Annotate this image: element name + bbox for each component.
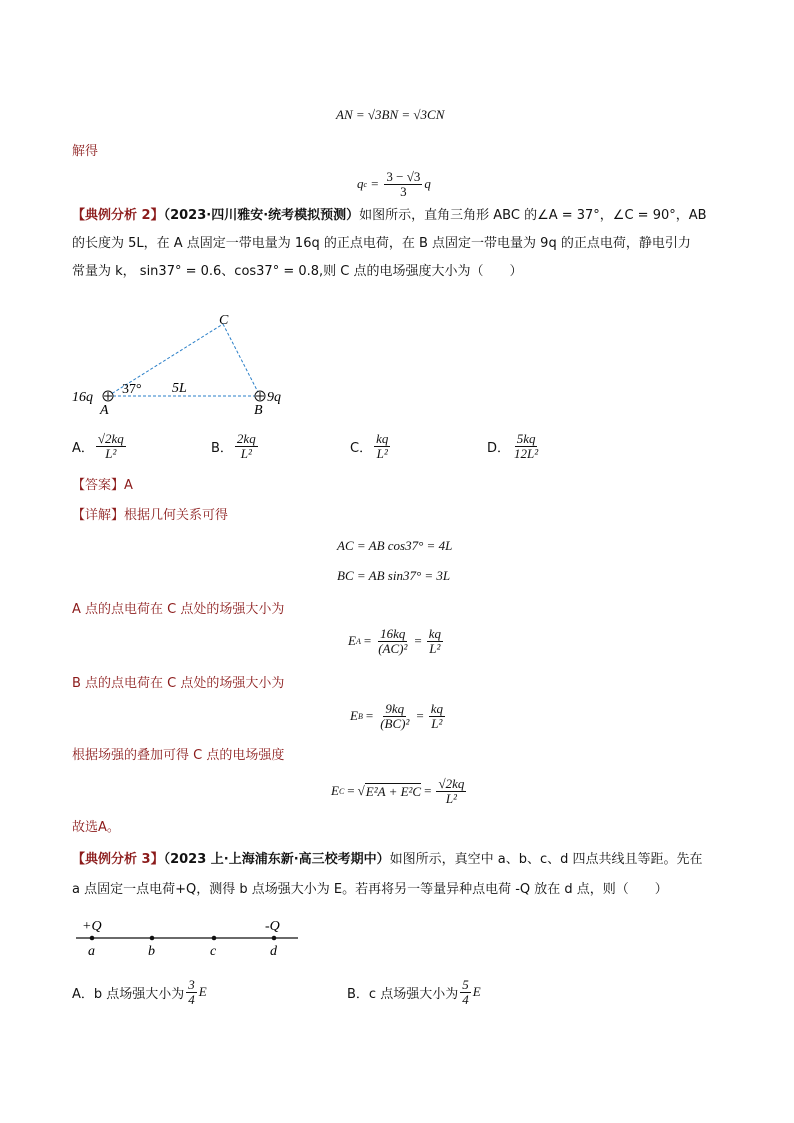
- side-bc: [223, 324, 260, 396]
- plus-q-label: +Q: [82, 919, 102, 934]
- example2-line3: 常量为 k， sin37° = 0.6、cos37° = 0.8,则 C 点的电场强度大小为（ ）: [72, 264, 523, 279]
- point-b-label: b: [148, 944, 155, 959]
- option-a[interactable]: A． $\frac{√2kq}{\text{L²}}$: [72, 431, 124, 461]
- label-a: A: [100, 403, 109, 418]
- example2-line2: 的长度为 5L，在 A 点固定一带电量为 16q 的正点电荷，在 B 点固定一带电量为 9q 的正点电荷，静电引力: [72, 236, 691, 251]
- example3-option-a[interactable]: A． b 点场强大小为 $\frac{3}{4}$ E: [72, 977, 207, 1007]
- example3-tag: 【典例分析 3】: [72, 852, 164, 867]
- equation-ea: E A = $\frac{16kq}{\text{(AC)²}}$ = $\frac{kq}{\text{L²}}$: [348, 626, 441, 656]
- point-c-label: c: [210, 944, 217, 959]
- conclusion: 故选A。: [72, 820, 120, 835]
- minus-q-label: -Q: [265, 919, 280, 934]
- angle-label: 37°: [122, 382, 142, 397]
- point-a-dot: [90, 936, 95, 941]
- equation-ac: AC = AB cos37° = 4L: [337, 538, 453, 553]
- equation-qc: q c = $\frac{3 - √3}{3}$ q: [357, 169, 431, 199]
- equation-ec: E C = √ E²A + E²C = $\frac{√2kq}{\text{L²}}$: [331, 776, 465, 806]
- example2-line1: 【典例分析 2】（2023·四川雅安·统考模拟预测）如图所示，直角三角形 ABC 的∠A = 37°，∠C = 90°，AB: [72, 208, 707, 223]
- answer-label: 【答案】A: [72, 478, 133, 493]
- text-ec: 根据场强的叠加可得 C 点的电场强度: [72, 748, 285, 763]
- charge-b-label: 9q: [267, 390, 281, 405]
- text-ea: A 点的点电荷在 C 点处的场强大小为: [72, 602, 285, 617]
- detail-line: 【详解】根据几何关系可得: [72, 508, 229, 523]
- example3-line1: 【典例分析 3】（2023 上·上海浦东新·高三校考期中）如图所示，真空中 a、b、c、d 四点共线且等距。先在: [72, 852, 703, 867]
- option-b[interactable]: B． $\frac{2kq}{\text{L²}}$: [211, 431, 256, 461]
- point-c-dot: [212, 936, 217, 941]
- triangle-figure: [68, 306, 298, 422]
- label-c: C: [219, 313, 229, 328]
- point-d-label: d: [270, 944, 277, 959]
- example3-line2: a 点固定一点电荷+Q，测得 b 点场强大小为 E。若再将另一等量异种点电荷 -Q 放在 d 点，则（ ）: [72, 882, 668, 897]
- point-d-dot: [272, 936, 277, 941]
- equation-bc: BC = AB sin37° = 3L: [337, 568, 451, 583]
- example2-tag: 【典例分析 2】: [72, 208, 164, 223]
- option-c[interactable]: C． $\frac{kq}{\text{L²}}$: [350, 431, 389, 461]
- side-label: 5L: [172, 381, 187, 396]
- jiede-label: 解得: [72, 144, 99, 159]
- point-a-label: a: [88, 944, 95, 959]
- point-b-dot: [150, 936, 155, 941]
- charge-a-label: 16q: [72, 390, 93, 405]
- option-d[interactable]: D． $\frac{5kq}{\text{12L²}}$: [487, 431, 539, 461]
- equation-an: AN = √3BN = √3CN: [336, 107, 445, 122]
- label-b: B: [254, 403, 263, 418]
- text-eb: B 点的点电荷在 C 点处的场强大小为: [72, 676, 285, 691]
- line-figure: [72, 914, 304, 962]
- example3-source: （2023 上·上海浦东新·高三校考期中）: [163, 852, 390, 867]
- example3-option-b[interactable]: B． c 点场强大小为 $\frac{5}{4}$ E: [347, 977, 481, 1007]
- example2-source: （2023·四川雅安·统考模拟预测）: [163, 208, 360, 223]
- equation-eb: E B = $\frac{9kq}{\text{(BC)²}}$ = $\frac{kq}{\text{L²}}$: [350, 701, 443, 731]
